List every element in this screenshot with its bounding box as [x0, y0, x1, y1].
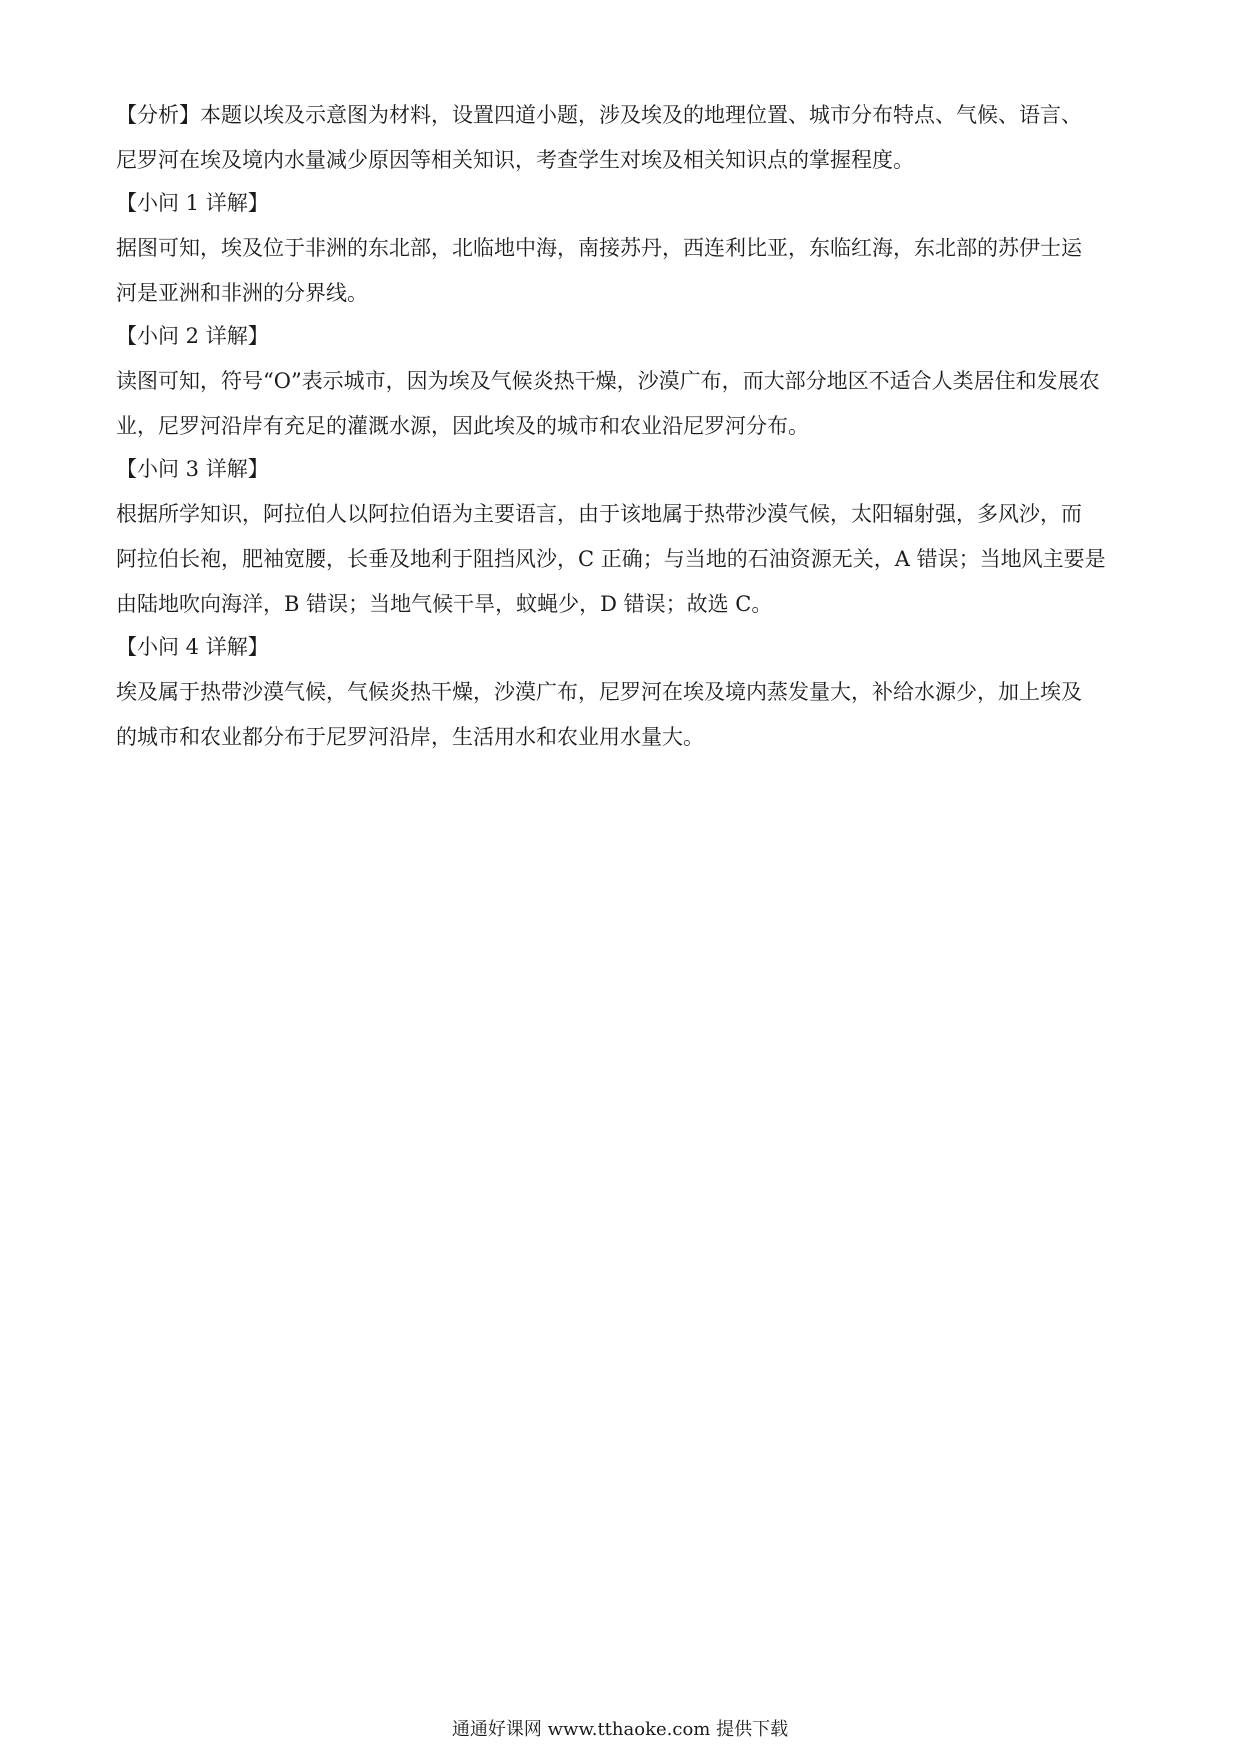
question-2-section	[116, 321, 1136, 442]
question-4-line: 埃及属于热带沙漠气候，气候炎热干燥，沙漠广布，尼罗河在埃及境内蒸发量大，补给水源少，加上埃及	[116, 680, 1082, 704]
analysis-section	[116, 100, 1136, 176]
question-3-heading: 【小问 3 详解】	[116, 457, 269, 481]
question-4-heading: 【小问 4 详解】	[116, 635, 269, 659]
question-2-heading: 【小问 2 详解】	[116, 324, 269, 348]
analysis-line: 【分析】本题以埃及示意图为材料，设置四道小题，涉及埃及的地理位置、城市分布特点、气候、语言、	[116, 103, 1082, 127]
question-1-heading: 【小问 1 详解】	[116, 191, 269, 215]
question-3-line: 阿拉伯长袍，肥袖宽腰，长垂及地利于阻挡风沙，C 正确；与当地的石油资源无关，A 错误；当地风主要是	[116, 547, 1106, 571]
question-4-line: 的城市和农业都分布于尼罗河沿岸，生活用水和农业用水量大。	[116, 725, 704, 749]
question-3-line: 由陆地吹向海洋，B 错误；当地气候干旱，蚊蝇少，D 错误；故选 C。	[116, 592, 773, 616]
question-3-section	[116, 454, 1136, 620]
page-footer: 通通好课网 www.tthaoke.com 提供下载	[451, 1719, 789, 1740]
question-1-line: 据图可知，埃及位于非洲的东北部，北临地中海，南接苏丹，西连利比亚，东临红海，东北部的苏伊士运	[116, 236, 1082, 260]
question-2-line: 读图可知，符号“O”表示城市，因为埃及气候炎热干燥，沙漠广布，而大部分地区不适合人类居住和发展农	[116, 369, 1100, 393]
question-1-line: 河是亚洲和非洲的分界线。	[116, 281, 368, 305]
document-body	[116, 100, 1136, 765]
question-4-section	[116, 632, 1136, 753]
question-2-line: 业，尼罗河沿岸有充足的灌溉水源，因此埃及的城市和农业沿尼罗河分布。	[116, 414, 809, 438]
question-3-line: 根据所学知识，阿拉伯人以阿拉伯语为主要语言，由于该地属于热带沙漠气候，太阳辐射强，多风沙，而	[116, 502, 1082, 526]
question-1-section	[116, 188, 1136, 309]
analysis-line: 尼罗河在埃及境内水量减少原因等相关知识，考查学生对埃及相关知识点的掌握程度。	[116, 148, 914, 172]
